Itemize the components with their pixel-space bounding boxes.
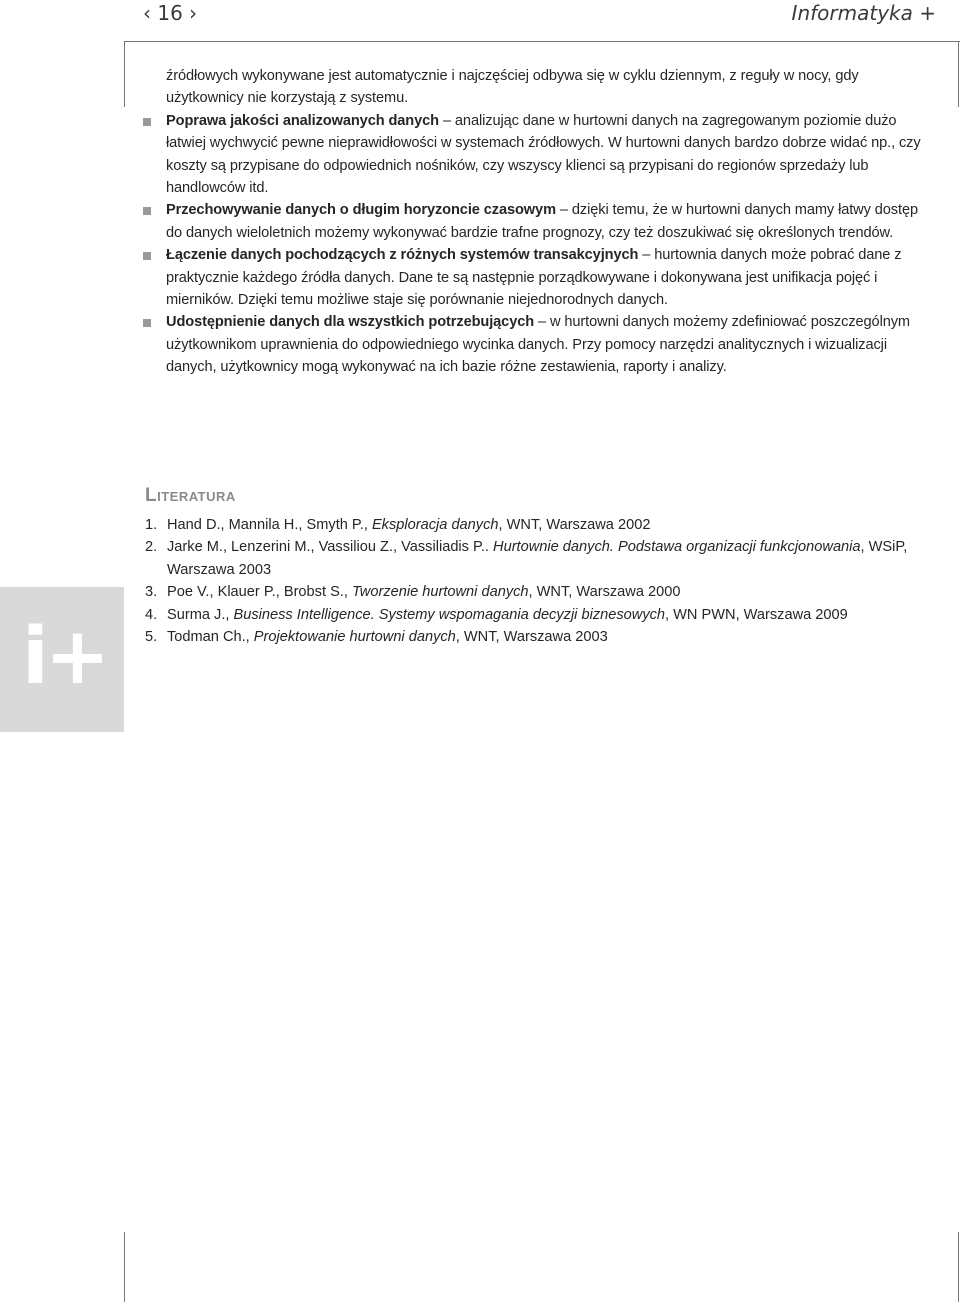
bullet-square-icon: [143, 118, 151, 126]
reference-title: Business Intelligence. Systemy wspomagania decyzji biznesowych: [233, 606, 666, 623]
intro-paragraph: źródłowych wykonywane jest automatycznie i najczęściej odbywa się w cyklu dziennym, z reguły w nocy, gdy użytkownicy nie korzystają z systemu.: [166, 68, 859, 107]
bullet-title: Poprawa jakości analizowanych danych: [166, 112, 439, 129]
bullet-item: [166, 199, 936, 244]
reference-publisher: , WNT, Warszawa 2000: [528, 584, 681, 601]
bullet-text: – w hurtowni danych możemy zdefiniować poszczególnym użytkownikom uprawnienia do odpowiedniego wycinka danych. Przy pomocy narzędzi analitycznych i wizualizacji danych, użytkownicy mogą wykonywać na ich bazie różne zestawienia, raporty i analizy.: [166, 314, 910, 376]
reference-number: 2.: [145, 539, 158, 556]
reference-authors: Jarke M., Lenzerini M., Vassiliou Z., Vassiliadis P..: [167, 539, 494, 556]
page-number: ‹ 16 ›: [143, 1, 198, 25]
reference-list: [145, 514, 935, 648]
reference-title: Eksploracja danych: [371, 517, 499, 533]
literature-heading: Literatura: [145, 485, 236, 506]
reference-authors: Todman Ch.,: [167, 629, 254, 646]
reference-title: Tworzenie hurtowni danych: [351, 584, 529, 601]
bullet-text: – dzięki temu, że w hurtowni danych mamy łatwy dostęp do danych wieloletnich możemy wykonywać bardzie trafne prognozy, czy też doszukiwać się określonych trendów.: [166, 202, 918, 241]
reference-item: [145, 536, 935, 581]
bullet-item: [166, 110, 936, 200]
bullet-text: – analizując dane w hurtowni danych na zagregowanym poziomie dużo łatwiej wychwycić pewne nieprawidłowości w systemach źródłowych. W hurtowni danych bardzo dobrze widać np., czy koszty są przypisane do odpowiednich nośników, czy wszyscy klienci są przypisani do regionów sprzedaży lub handlowców itd.: [166, 112, 921, 197]
bullet-square-icon: [143, 319, 151, 327]
top-rule: [124, 41, 960, 42]
bullet-title: Udostępnienie danych dla wszystkich potrzebujących: [166, 314, 535, 331]
left-rule: [124, 41, 125, 107]
reference-number: 5.: [145, 629, 158, 646]
reference-publisher: , WNT, Warszawa 2002: [498, 517, 651, 533]
informatyka-plus-logo: i+: [22, 612, 107, 702]
journal-title: Informatyka +: [791, 1, 936, 25]
reference-publisher: , WNT, Warszawa 2003: [455, 629, 608, 646]
bullet-title: Przechowywanie danych o długim horyzoncie czasowym: [166, 202, 556, 219]
bottom-right-rule: [958, 1232, 959, 1302]
reference-number: 1.: [145, 517, 158, 533]
reference-authors: Surma J.,: [167, 606, 234, 623]
right-rule: [958, 41, 959, 107]
reference-authors: Hand D., Mannila H., Smyth P.,: [167, 517, 372, 533]
bullet-square-icon: [143, 207, 151, 215]
bullet-text: – hurtownia danych może pobrać dane z praktycznie każdego źródła danych. Dane te są następnie porządkowywane i dokonywana jest unifikacja pojęć i mierników. Dzięki temu możliwe staje się porównanie niejednorodnych danych.: [166, 247, 902, 309]
reference-number: 3.: [145, 584, 158, 601]
reference-title: Projektowanie hurtowni danych: [253, 629, 456, 646]
side-logo-box: [0, 587, 124, 732]
reference-publisher: , WN PWN, Warszawa 2009: [665, 606, 848, 623]
bottom-left-rule: [124, 1232, 125, 1302]
bullet-square-icon: [143, 252, 151, 260]
reference-authors: Poe V., Klauer P., Brobst S.,: [167, 584, 352, 601]
bullet-title: Łączenie danych pochodzących z różnych systemów transakcyjnych: [166, 247, 639, 264]
reference-number: 4.: [145, 606, 158, 623]
reference-item: [145, 514, 935, 536]
body-text: [166, 65, 936, 379]
bullet-item: [166, 244, 936, 311]
bullet-item: [166, 311, 936, 378]
reference-item: [145, 581, 935, 603]
reference-publisher: , WSiP, Warszawa 2003: [167, 539, 908, 578]
reference-item: [145, 626, 935, 648]
reference-title: Hurtownie danych. Podstawa organizacji funkcjonowania: [493, 539, 861, 556]
reference-item: [145, 604, 935, 626]
